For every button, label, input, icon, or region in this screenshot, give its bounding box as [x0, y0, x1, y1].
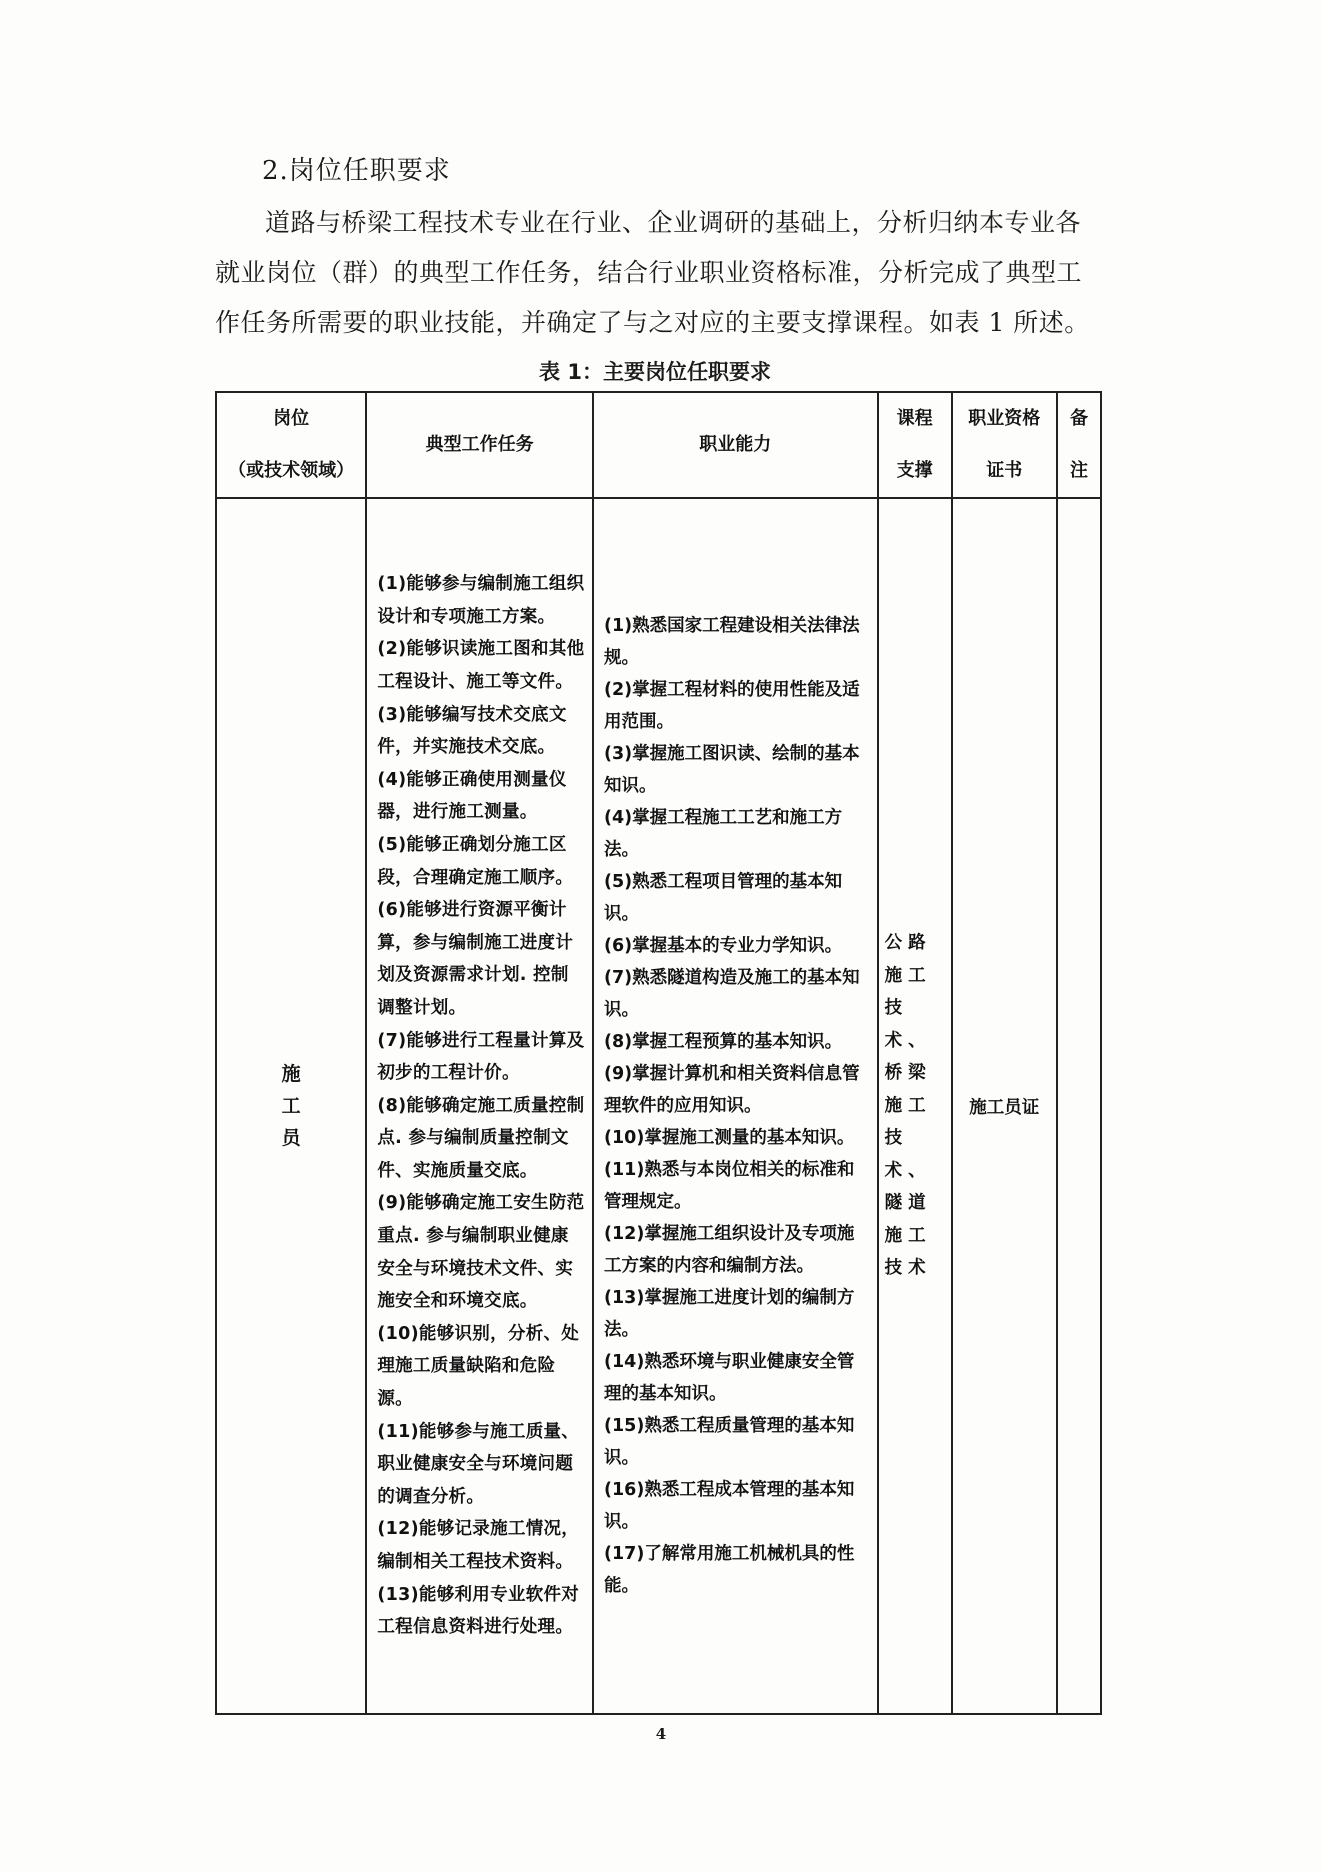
certificate-cell: 施工员证 — [952, 498, 1057, 1714]
header-remark-line1: 备 — [1069, 408, 1088, 429]
ability-item: (9)掌握计算机和相关资料信息管理软件的应用知识。 — [603, 1064, 860, 1116]
header-cert-line2: 证书 — [986, 460, 1023, 481]
post-char: 员 — [281, 1127, 301, 1149]
tasks-list — [377, 568, 586, 1644]
ability-item: (3)掌握施工图识读、绘制的基本知识。 — [603, 744, 860, 796]
requirements-table — [215, 391, 1102, 1715]
abilities-cell — [593, 498, 878, 1714]
header-cert-line1: 职业资格 — [968, 408, 1041, 429]
task-item: (11)能够参与施工质量、职业健康安全与环境问题的调查分析。 — [377, 1421, 580, 1507]
task-item: (12)能够记录施工情况，编制相关工程技术资料。 — [377, 1519, 580, 1573]
ability-item: (14)熟悉环境与职业健康安全管理的基本知识。 — [603, 1352, 855, 1404]
ability-item: (6)掌握基本的专业力学知识。 — [603, 936, 843, 956]
task-item: (10)能够识别，分析、处理施工质量缺陷和危险源。 — [377, 1323, 580, 1410]
header-remark — [1057, 392, 1101, 498]
table-header-row — [216, 392, 1101, 498]
ability-item: (13)掌握施工进度计划的编制方法。 — [603, 1288, 855, 1340]
header-courses-line2: 支撑 — [896, 460, 933, 481]
task-item: (7)能够进行工程量计算及初步的工程计价。 — [377, 1030, 585, 1084]
ability-item: (8)掌握工程预算的基本知识。 — [603, 1032, 843, 1052]
header-post — [216, 392, 366, 498]
courses-cell: 公路施工技术、桥梁施工技术、隧道施工技术 — [878, 498, 952, 1714]
task-item: (8)能够确定施工质量控制点. 参与编制质量控制文件、实施质量交底。 — [377, 1095, 585, 1181]
ability-item: (11)熟悉与本岗位相关的标准和管理规定。 — [603, 1160, 855, 1212]
table-row — [216, 498, 1101, 1714]
header-post-line1: 岗位 — [273, 408, 310, 429]
task-item: (6)能够进行资源平衡计算，参与编制施工进度计划及资源需求计划. 控制调整计划。 — [377, 900, 574, 1018]
header-remark-line2: 注 — [1069, 460, 1088, 481]
ability-item: (5)熟悉工程项目管理的基本知识。 — [603, 872, 843, 924]
header-courses — [878, 392, 952, 498]
remark-cell — [1057, 498, 1101, 1714]
ability-item: (7)熟悉隧道构造及施工的基本知识。 — [603, 968, 860, 1020]
post-cell — [216, 498, 366, 1714]
ability-item: (2)掌握工程材料的使用性能及适用范围。 — [603, 680, 860, 732]
header-post-line2: （或技术领域） — [228, 460, 355, 481]
header-abilities: 职业能力 — [593, 392, 878, 498]
abilities-list — [604, 610, 871, 1602]
task-item: (13)能够利用专业软件对工程信息资料进行处理。 — [377, 1584, 580, 1638]
section-heading: 2.岗位任职要求 — [262, 156, 451, 186]
post-char: 工 — [281, 1095, 301, 1117]
header-certificate — [952, 392, 1057, 498]
ability-item: (4)掌握工程施工工艺和施工方法。 — [603, 808, 843, 860]
header-courses-line1: 课程 — [896, 408, 933, 429]
post-char: 施 — [281, 1063, 301, 1085]
ability-item: (1)熟悉国家工程建设相关法律法规。 — [603, 616, 860, 668]
task-item: (2)能够识读施工图和其他工程设计、施工等文件。 — [377, 639, 585, 692]
task-item: (3)能够编写技术交底文件，并实施技术交底。 — [377, 704, 567, 758]
task-item: (5)能够正确划分施工区段，合理确定施工顺序。 — [377, 834, 574, 888]
intro-paragraph: 道路与桥梁工程技术专业在行业、企业调研的基础上，分析归纳本专业各就业岗位（群）的典型工作任务，结合行业职业资格标准，分析完成了典型工作任务所需要的职业技能，并确定了与之对应的主要支撑课程。如表 1 所述。 — [215, 208, 1090, 337]
ability-item: (10)掌握施工测量的基本知识。 — [603, 1128, 855, 1148]
task-item: (9)能够确定施工安生防范重点. 参与编制职业健康安全与环境技术文件、实施安全和环境交底。 — [377, 1193, 585, 1312]
ability-item: (16)熟悉工程成本管理的基本知识。 — [603, 1480, 855, 1532]
page-number: 4 — [655, 1725, 667, 1743]
ability-item: (12)掌握施工组织设计及专项施工方案的内容和编制方法。 — [603, 1224, 855, 1276]
ability-item: (15)熟悉工程质量管理的基本知识。 — [603, 1416, 855, 1468]
tasks-cell — [366, 498, 593, 1714]
ability-item: (17)了解常用施工机械机具的性能。 — [603, 1544, 855, 1596]
task-item: (1)能够参与编制施工组织设计和专项施工方案。 — [377, 574, 585, 627]
task-item: (4)能够正确使用测量仪器，进行施工测量。 — [377, 769, 567, 823]
header-tasks: 典型工作任务 — [366, 392, 593, 498]
table-caption: 表 1：主要岗位任职要求 — [539, 360, 771, 384]
